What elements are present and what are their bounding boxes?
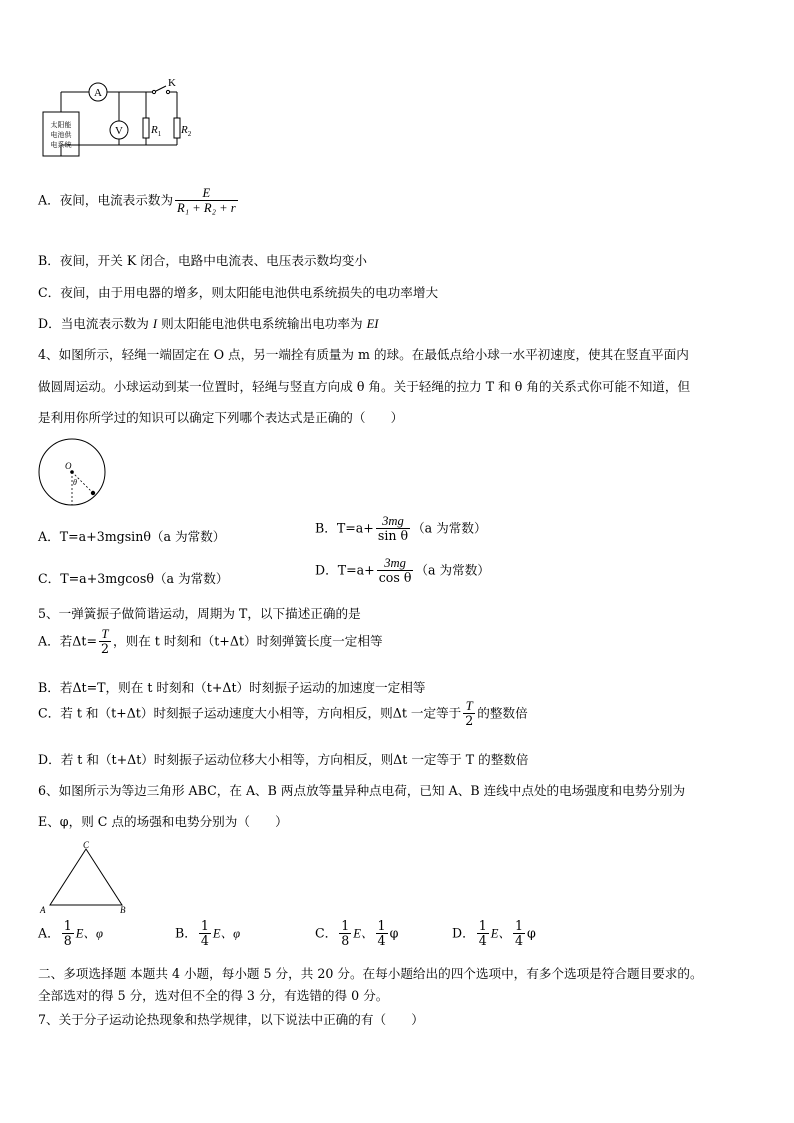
q4-option-b: B．T=a+ $\frac{3mg}{\text{sin θ}}$ （a 为常数） [315, 514, 487, 544]
q5-stem: 5、一弹簧振子做简谐运动，周期为 T，以下描述正确的是 [38, 606, 361, 621]
q6-stem-line1: 6、如图所示为等边三角形 ABC，在 A、B 两点放等量异种点电荷，已知 A、B 连线中点处的电场强度和电势分别为 [38, 783, 686, 798]
q5-option-d: D．若 t 和（t+Δt）时刻振子运动位移大小相等，方向相反，则Δt 一定等于 T 的整数倍 [38, 752, 529, 767]
q5-option-c: C．若 t 和（t+Δt）时刻振子运动速度大小相等，方向相反，则Δt 一定等于 $\frac{T}{2}$ 的整数倍 [38, 699, 528, 729]
source-label-line3: 电系统 [50, 141, 72, 149]
q6-stem-line2: E、φ，则 C 点的场强和电势分别为（ ） [38, 814, 288, 829]
fraction: $\frac{1}{8}$ [341, 918, 350, 949]
r2-label: $R_2$ [181, 124, 192, 138]
voltmeter-label: V [115, 125, 123, 137]
vertex-a-label: A [40, 905, 46, 915]
fraction: $\frac{3mg}{\text{sin θ}}$ [377, 514, 409, 544]
triangle-figure [36, 838, 136, 916]
fraction: $\frac{1}{4}$ [478, 918, 487, 949]
q7-stem: 7、关于分子运动论热现象和热学规律，以下说法中正确的有（ ） [38, 1012, 424, 1027]
q4-option-a: A．T=a+3mgsinθ（a 为常数） [38, 529, 226, 544]
q5-option-b: B．若Δt=T，则在 t 时刻和（t+Δt）时刻振子运动的加速度一定相等 [38, 680, 426, 695]
r1-label: $R_1$ [151, 124, 162, 138]
ammeter-label: A [94, 87, 102, 99]
circle-motion-figure [36, 436, 108, 508]
q4-option-d: D．T=a+ $\frac{3mg}{\text{cos θ}}$ （a 为常数） [315, 556, 490, 586]
vertex-c-label: C [83, 840, 90, 850]
fraction: $\frac{T}{2}$ [101, 627, 110, 657]
theta-label: θ [73, 478, 77, 487]
section-2-instructions-line1: 二、多项选择题 本题共 4 小题，每小题 5 分，共 20 分。在每小题给出的四个选项中，有多个选项是符合题目要求的。 [38, 966, 703, 981]
q6-option-a: A． $\frac{1}{8}$ E、φ [38, 918, 103, 949]
source-label-line1: 太阳能 [50, 121, 72, 129]
vertex-b-label: B [120, 905, 126, 915]
fraction: $\frac{1}{8}$ [63, 918, 72, 949]
fraction: $\frac{1}{4}$ [515, 918, 524, 949]
q3-option-b: B．夜间，开关 K 闭合，电路中电流表、电压表示数均变小 [38, 253, 367, 268]
q4-stem-line2: 做圆周运动。小球运动到某一位置时，轻绳与竖直方向成 θ 角。关于轻绳的拉力 T 和 θ 角的关系式你可能不知道，但 [38, 379, 691, 394]
q6-option-d: D． $\frac{1}{4}$ E、 $\frac{1}{4}$ φ [452, 918, 536, 949]
fraction: $\frac{3mg}{\text{cos θ}}$ [378, 556, 412, 586]
q4-option-c: C．T=a+3mgcosθ（a 为常数） [38, 571, 229, 586]
fraction: $\frac{T}{2}$ [465, 699, 474, 729]
fraction: $\frac{1}{4}$ [377, 918, 386, 949]
fraction: $\frac{E}{\text{R₁ + R₂ + r}}$ [177, 186, 236, 216]
q5-option-a: A．若Δt= $\frac{T}{2}$ ，则在 t 时刻和（t+Δt）时刻弹簧长度一定相等 [38, 627, 383, 657]
switch-label: K [168, 78, 176, 89]
q4-stem-line1: 4、如图所示，轻绳一端固定在 O 点，另一端拴有质量为 m 的球。在最低点给小球一水平初速度，使其在竖直平面内 [38, 347, 689, 362]
section-2-instructions-line2: 全部选对的得 5 分，选对但不全的得 3 分，有选错的得 0 分。 [38, 988, 389, 1003]
q6-option-c: C． $\frac{1}{8}$ E、 $\frac{1}{4}$ φ [315, 918, 399, 949]
circuit-diagram [38, 78, 198, 168]
source-label-line2: 电池供 [50, 131, 72, 139]
q4-stem-line3: 是利用你所学过的知识可以确定下列哪个表达式是正确的（ ） [38, 410, 404, 425]
q3-option-c: C．夜间，由于用电器的增多，则太阳能电池供电系统损失的电功率增大 [38, 285, 439, 300]
q3-option-a: A．夜间，电流表示数为 $\frac{E}{\text{R₁ + R₂ + r}}$ [38, 186, 236, 216]
q3-option-d: D．当电流表示数为 I 则太阳能电池供电系统输出电功率为 EI [38, 316, 379, 331]
q6-option-b: B． $\frac{1}{4}$ E、φ [175, 918, 241, 949]
fraction: $\frac{1}{4}$ [200, 918, 209, 949]
point-o-label: O [65, 461, 72, 471]
